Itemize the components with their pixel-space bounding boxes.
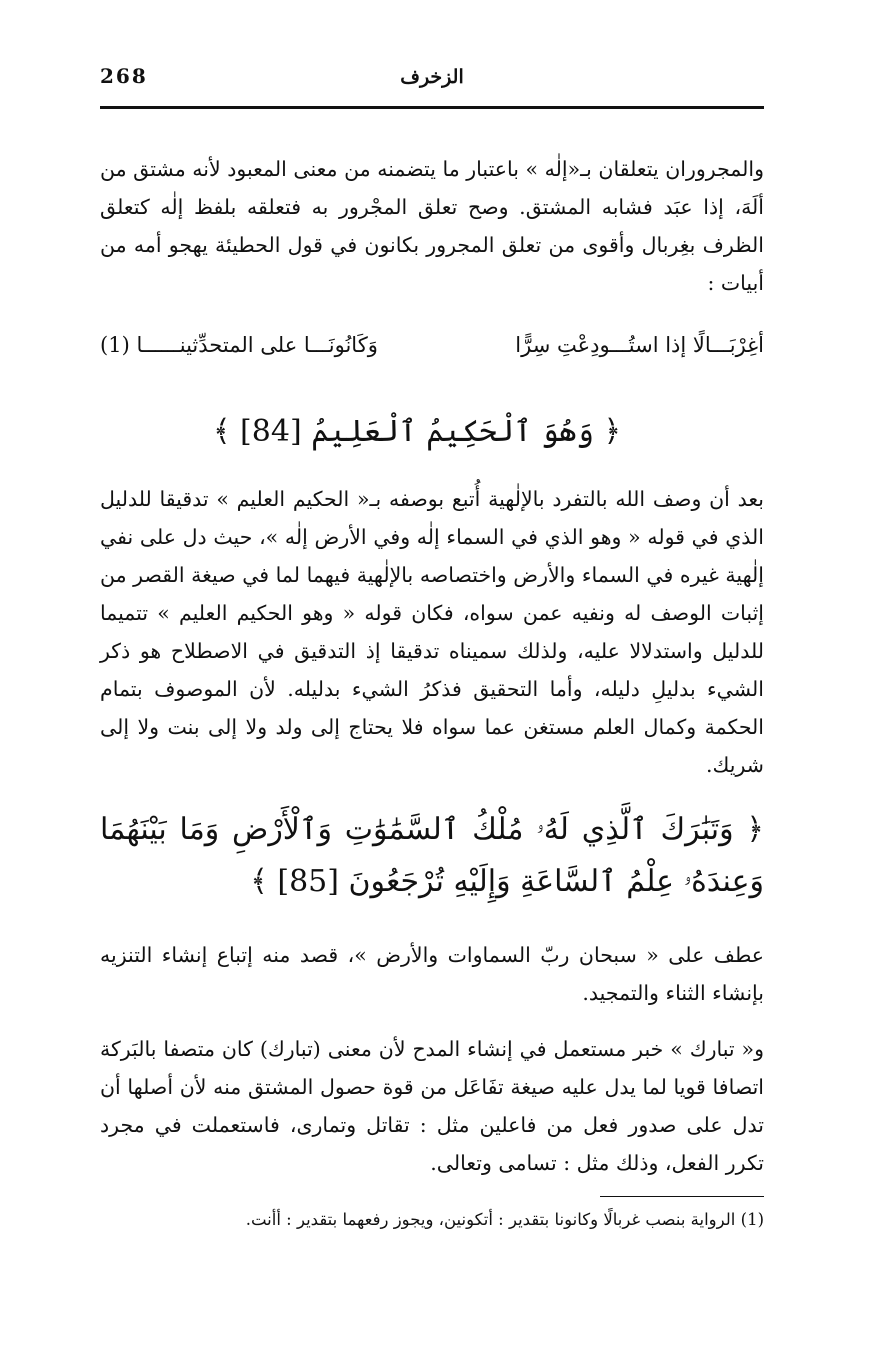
- footnote-rule: [600, 1196, 764, 1197]
- verse-hemistich-second: وَكَانُونَـــا على المتحدِّثينــــــا (1): [100, 333, 378, 357]
- paragraph-2: بعد أن وصف الله بالتفرد بالإلٰهية أُتبع بوصفه بـ« الحكيم العليم » تدقيقا للدليل الذي في قوله « وهو الذي في السماء إلٰه وفي الأرض إلٰه »، حيث دل على نفي إلٰهية غيره في السماء والأرض واختصاصه بالإلٰهية فيهما لما في صيغة القصر من إثبات الوصف له ونفيه عمن سواه، فكان قوله « وهو الحكيم العليم » تتميما للدليل واستدلالا عليه، ولذلك سميناه تدقيقا إذ التدقيق في الاصطلاح هو ذكر الشيء بدليلِ دليله، وأما التحقيق فذكرُ الشيء بدليله. لأن الموصوف بتمام الحكمة وكمال العلم مستغن عما سواه فلا يحتاج إلى ولد ولا إلى بنت ولا إلى شريك.: [100, 487, 764, 777]
- quran-verse-85: ﴿ وَتَبَٰرَكَ ٱلَّذِي لَهُۥ مُلْكُ ٱلسَّمَٰوَٰتِ وَٱلْأَرْضِ وَمَا بَيْنَهُمَا وَعِندَهُۥ عِلْمُ ٱلسَّاعَةِ وَإِلَيْهِ تُرْجَعُونَ [85] ﴾: [100, 812, 764, 899]
- page-header: [100, 60, 764, 100]
- poetry-verse: [100, 333, 764, 357]
- footnote: (1) الرواية بنصب غربالًا وكانونا بتقدير : أتكونين، ويجوز رفعهما بتقدير : أأنت.: [245, 1210, 764, 1229]
- paragraph-1: والمجروران يتعلقان بـ«إلٰه » باعتبار ما يتضمنه من معنى المعبود لأنه مشتق من ألَهَ، إذا عبَد فشابه المشتق. وصح تعلق المجْرور به فتعلقه بلفظ إلٰه كتعلق الظرف بغِربال وأقوى من تعلق المجرور بكانون في قول الحطيئة يهجو أمه من أبيات :: [100, 157, 764, 295]
- paragraph-3: عطف على « سبحان ربّ السماوات والأرض »، قصد منه إتباع إنشاء التنزيه بإنشاء الثناء والتمجيد.: [100, 943, 764, 1005]
- page-number: 268: [100, 64, 148, 88]
- quran-verse-84: ﴿ وَهُوَ ٱلْحَكِيمُ ٱلْعَلِيمُ [84] ﴾: [212, 414, 622, 449]
- running-title: الزخرف: [400, 66, 464, 88]
- verse-hemistich-first: أغِرْبَـــالًا إذا استُـــودِعْتِ سِرًّا: [515, 333, 764, 357]
- paragraph-4: و« تبارك » خبر مستعمل في إنشاء المدح لأن معنى (تبارك) كان متصفا بالبَركة اتصافا قويا لما يدل عليه صيغة تفَاعَل من قوة حصول المشتق منه لأن أصلها أن تدل على صدور فعل من فاعلين مثل : تقاتل وتمارى، فاستعملت في مجرد تكرر الفعل، وذلك مثل : تسامى وتعالى.: [100, 1037, 764, 1175]
- header-rule: [100, 106, 764, 109]
